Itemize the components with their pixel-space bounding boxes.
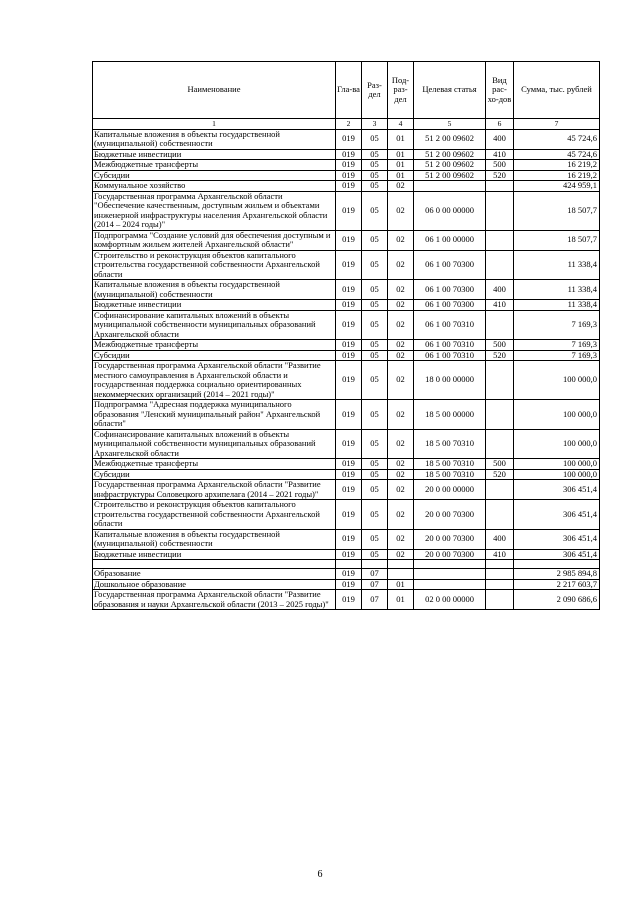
cell-subsection: 02 bbox=[388, 400, 414, 430]
cell-chapter: 019 bbox=[336, 181, 362, 192]
page-number: 6 bbox=[317, 869, 323, 880]
cell-subsection: 01 bbox=[388, 149, 414, 160]
table-row bbox=[93, 569, 600, 580]
cell-name: Бюджетные инвестиции bbox=[93, 149, 336, 160]
cell-subsection: 01 bbox=[388, 590, 414, 610]
cell-name: Субсидии bbox=[93, 170, 336, 181]
cell-target-article: 20 0 00 70300 bbox=[414, 500, 486, 530]
table-row bbox=[93, 300, 600, 311]
cell-name: Государственная программа Архангельской области "Развитие инфраструктуры Соловецкого архипелага (2014 – 2021 годы)" bbox=[93, 480, 336, 500]
cell-target-article: 51 2 00 09602 bbox=[414, 149, 486, 160]
cell-expense-type bbox=[486, 579, 514, 590]
cell-chapter: 019 bbox=[336, 529, 362, 549]
cell-sum: 100 000,0 bbox=[514, 429, 600, 459]
cell-target-article: 06 1 00 70310 bbox=[414, 340, 486, 351]
cell-target-article: 18 0 00 00000 bbox=[414, 361, 486, 400]
cell-chapter: 019 bbox=[336, 469, 362, 480]
cell-subsection bbox=[388, 560, 414, 569]
cell-chapter: 019 bbox=[336, 579, 362, 590]
column-number: 5 bbox=[414, 119, 486, 130]
table-row bbox=[93, 149, 600, 160]
cell-sum: 100 000,0 bbox=[514, 361, 600, 400]
cell-section: 05 bbox=[362, 300, 388, 311]
cell-expense-type bbox=[486, 191, 514, 230]
cell-target-article: 18 5 00 00000 bbox=[414, 400, 486, 430]
table-row bbox=[93, 549, 600, 560]
cell-section: 05 bbox=[362, 310, 388, 340]
cell-target-article bbox=[414, 569, 486, 580]
table-row bbox=[93, 590, 600, 610]
cell-target-article: 18 5 00 70310 bbox=[414, 469, 486, 480]
table-row bbox=[93, 469, 600, 480]
cell-sum: 11 338,4 bbox=[514, 280, 600, 300]
cell-sum: 11 338,4 bbox=[514, 300, 600, 311]
cell-target-article bbox=[414, 579, 486, 590]
cell-target-article: 06 1 00 70300 bbox=[414, 250, 486, 280]
cell-subsection: 02 bbox=[388, 361, 414, 400]
column-number: 6 bbox=[486, 119, 514, 130]
cell-chapter: 019 bbox=[336, 160, 362, 171]
cell-target-article: 51 2 00 09602 bbox=[414, 170, 486, 181]
cell-target-article: 20 0 00 00000 bbox=[414, 480, 486, 500]
cell-expense-type: 520 bbox=[486, 170, 514, 181]
cell-chapter: 019 bbox=[336, 590, 362, 610]
cell-chapter: 019 bbox=[336, 170, 362, 181]
cell-subsection: 01 bbox=[388, 170, 414, 181]
cell-expense-type bbox=[486, 429, 514, 459]
cell-name: Строительство и реконструкция объектов капитального строительства государственной собственности Архангельской области bbox=[93, 500, 336, 530]
cell-name: Государственная программа Архангельской области "Обеспечение качественным, доступным жильем и объектами инженерной инфраструктуры населения Архангельской области (2014 – 2024 годы)" bbox=[93, 191, 336, 230]
cell-expense-type: 400 bbox=[486, 529, 514, 549]
table-row bbox=[93, 129, 600, 149]
cell-expense-type: 410 bbox=[486, 300, 514, 311]
cell-expense-type bbox=[486, 560, 514, 569]
cell-chapter: 019 bbox=[336, 400, 362, 430]
cell-target-article: 06 1 00 00000 bbox=[414, 230, 486, 250]
header-name: Наименование bbox=[93, 62, 336, 119]
cell-subsection: 01 bbox=[388, 129, 414, 149]
table-row bbox=[93, 579, 600, 590]
cell-target-article: 20 0 00 70300 bbox=[414, 529, 486, 549]
cell-expense-type: 410 bbox=[486, 549, 514, 560]
cell-section: 05 bbox=[362, 429, 388, 459]
cell-section: 05 bbox=[362, 129, 388, 149]
cell-sum: 16 219,2 bbox=[514, 160, 600, 171]
cell-expense-type bbox=[486, 310, 514, 340]
cell-name: Капитальные вложения в объекты государственной (муниципальной) собственности bbox=[93, 280, 336, 300]
cell-sum: 424 959,1 bbox=[514, 181, 600, 192]
cell-subsection: 02 bbox=[388, 280, 414, 300]
cell-subsection: 02 bbox=[388, 480, 414, 500]
cell-name: Подпрограмма "Адресная поддержка муниципального образования "Ленский муниципальный район" Архангельской области" bbox=[93, 400, 336, 430]
cell-name: Дошкольное образование bbox=[93, 579, 336, 590]
cell-sum: 18 507,7 bbox=[514, 230, 600, 250]
cell-target-article: 02 0 00 00000 bbox=[414, 590, 486, 610]
cell-expense-type: 500 bbox=[486, 459, 514, 470]
cell-sum: 306 451,4 bbox=[514, 480, 600, 500]
cell-name: Бюджетные инвестиции bbox=[93, 300, 336, 311]
cell-chapter: 019 bbox=[336, 250, 362, 280]
cell-subsection: 02 bbox=[388, 340, 414, 351]
cell-target-article: 18 5 00 70310 bbox=[414, 459, 486, 470]
cell-subsection: 02 bbox=[388, 469, 414, 480]
cell-section: 05 bbox=[362, 549, 388, 560]
cell-sum: 2 090 686,6 bbox=[514, 590, 600, 610]
cell-chapter: 019 bbox=[336, 361, 362, 400]
cell-expense-type bbox=[486, 480, 514, 500]
cell-chapter: 019 bbox=[336, 429, 362, 459]
cell-sum: 100 000,0 bbox=[514, 469, 600, 480]
cell-subsection: 02 bbox=[388, 230, 414, 250]
cell-name: Бюджетные инвестиции bbox=[93, 549, 336, 560]
cell-chapter: 019 bbox=[336, 300, 362, 311]
cell-subsection: 02 bbox=[388, 429, 414, 459]
header-sum: Сумма, тыс. рублей bbox=[514, 62, 600, 119]
cell-name: Межбюджетные трансферты bbox=[93, 459, 336, 470]
cell-section: 05 bbox=[362, 149, 388, 160]
column-numbers-row bbox=[93, 119, 600, 130]
cell-sum bbox=[514, 560, 600, 569]
cell-subsection: 02 bbox=[388, 459, 414, 470]
cell-expense-type bbox=[486, 569, 514, 580]
cell-target-article bbox=[414, 181, 486, 192]
header-subsection: Под-раз-дел bbox=[388, 62, 414, 119]
cell-expense-type: 500 bbox=[486, 340, 514, 351]
cell-expense-type bbox=[486, 361, 514, 400]
table-row bbox=[93, 250, 600, 280]
cell-sum: 2 985 894,8 bbox=[514, 569, 600, 580]
cell-sum: 7 169,3 bbox=[514, 310, 600, 340]
cell-name: Межбюджетные трансферты bbox=[93, 160, 336, 171]
cell-name: Субсидии bbox=[93, 350, 336, 361]
cell-chapter: 019 bbox=[336, 129, 362, 149]
cell-subsection: 01 bbox=[388, 160, 414, 171]
cell-section: 05 bbox=[362, 191, 388, 230]
cell-subsection bbox=[388, 569, 414, 580]
cell-chapter: 019 bbox=[336, 280, 362, 300]
cell-section: 05 bbox=[362, 469, 388, 480]
cell-expense-type: 520 bbox=[486, 469, 514, 480]
cell-section: 07 bbox=[362, 579, 388, 590]
column-number: 2 bbox=[336, 119, 362, 130]
cell-section: 05 bbox=[362, 170, 388, 181]
cell-section: 05 bbox=[362, 459, 388, 470]
cell-chapter: 019 bbox=[336, 310, 362, 340]
cell-chapter: 019 bbox=[336, 350, 362, 361]
cell-subsection: 01 bbox=[388, 579, 414, 590]
cell-target-article: 06 1 00 70300 bbox=[414, 280, 486, 300]
column-number: 7 bbox=[514, 119, 600, 130]
table-row bbox=[93, 181, 600, 192]
cell-chapter: 019 bbox=[336, 459, 362, 470]
cell-subsection: 02 bbox=[388, 181, 414, 192]
table-row bbox=[93, 170, 600, 181]
cell-target-article: 06 0 00 00000 bbox=[414, 191, 486, 230]
cell-subsection: 02 bbox=[388, 500, 414, 530]
cell-target-article: 06 1 00 70310 bbox=[414, 350, 486, 361]
cell-name: Капитальные вложения в объекты государственной (муниципальной) собственности bbox=[93, 129, 336, 149]
cell-expense-type bbox=[486, 230, 514, 250]
cell-subsection: 02 bbox=[388, 191, 414, 230]
cell-section: 05 bbox=[362, 400, 388, 430]
table-row bbox=[93, 160, 600, 171]
cell-section: 07 bbox=[362, 569, 388, 580]
cell-name: Строительство и реконструкция объектов капитального строительства государственной собственности Архангельской области bbox=[93, 250, 336, 280]
cell-chapter: 019 bbox=[336, 549, 362, 560]
table-row bbox=[93, 361, 600, 400]
column-number: 4 bbox=[388, 119, 414, 130]
cell-sum: 7 169,3 bbox=[514, 350, 600, 361]
cell-name: Государственная программа Архангельской области "Развитие местного самоуправления в Архангельской области и государственная поддержка социально ориентированных некоммерческих организаций (2014 – 2021 годы)" bbox=[93, 361, 336, 400]
cell-expense-type bbox=[486, 400, 514, 430]
header-section: Раз-дел bbox=[362, 62, 388, 119]
cell-section: 05 bbox=[362, 230, 388, 250]
cell-sum: 16 219,2 bbox=[514, 170, 600, 181]
cell-section: 05 bbox=[362, 480, 388, 500]
cell-sum: 100 000,0 bbox=[514, 400, 600, 430]
cell-sum: 11 338,4 bbox=[514, 250, 600, 280]
header-expense-type: Вид рас-хо-дов bbox=[486, 62, 514, 119]
cell-chapter: 019 bbox=[336, 340, 362, 351]
cell-expense-type: 400 bbox=[486, 280, 514, 300]
cell-expense-type: 500 bbox=[486, 160, 514, 171]
cell-target-article: 18 5 00 70310 bbox=[414, 429, 486, 459]
budget-table bbox=[92, 61, 600, 610]
cell-name: Коммунальное хозяйство bbox=[93, 181, 336, 192]
cell-subsection: 02 bbox=[388, 300, 414, 311]
cell-chapter: 019 bbox=[336, 500, 362, 530]
cell-expense-type bbox=[486, 181, 514, 192]
table-row bbox=[93, 500, 600, 530]
cell-name: Образование bbox=[93, 569, 336, 580]
header-target-article: Целевая статья bbox=[414, 62, 486, 119]
cell-target-article: 06 1 00 70300 bbox=[414, 300, 486, 311]
cell-name: Подпрограмма "Создание условий для обеспечения доступным и комфортным жильем жителей Архангельской области" bbox=[93, 230, 336, 250]
cell-subsection: 02 bbox=[388, 350, 414, 361]
cell-subsection: 02 bbox=[388, 310, 414, 340]
cell-subsection: 02 bbox=[388, 549, 414, 560]
cell-name: Межбюджетные трансферты bbox=[93, 340, 336, 351]
cell-expense-type bbox=[486, 500, 514, 530]
cell-expense-type: 400 bbox=[486, 129, 514, 149]
table-row bbox=[93, 459, 600, 470]
cell-chapter: 019 bbox=[336, 480, 362, 500]
cell-name: Государственная программа Архангельской области "Развитие образования и науки Архангельской области (2013 – 2025 годы)" bbox=[93, 590, 336, 610]
header-chapter: Гла-ва bbox=[336, 62, 362, 119]
cell-sum: 45 724,6 bbox=[514, 129, 600, 149]
cell-sum: 100 000,0 bbox=[514, 459, 600, 470]
cell-sum: 18 507,7 bbox=[514, 191, 600, 230]
column-number: 3 bbox=[362, 119, 388, 130]
cell-target-article: 20 0 00 70300 bbox=[414, 549, 486, 560]
cell-section: 05 bbox=[362, 500, 388, 530]
table-row bbox=[93, 480, 600, 500]
table-row bbox=[93, 560, 600, 569]
cell-section: 05 bbox=[362, 361, 388, 400]
cell-section: 05 bbox=[362, 529, 388, 549]
cell-chapter bbox=[336, 560, 362, 569]
cell-section: 05 bbox=[362, 350, 388, 361]
cell-sum: 306 451,4 bbox=[514, 500, 600, 530]
cell-target-article: 51 2 00 09602 bbox=[414, 160, 486, 171]
table-row bbox=[93, 429, 600, 459]
cell-section: 05 bbox=[362, 340, 388, 351]
table-row bbox=[93, 400, 600, 430]
cell-sum: 2 217 603,7 bbox=[514, 579, 600, 590]
cell-expense-type: 410 bbox=[486, 149, 514, 160]
cell-section: 05 bbox=[362, 250, 388, 280]
cell-chapter: 019 bbox=[336, 191, 362, 230]
cell-subsection: 02 bbox=[388, 250, 414, 280]
table-header bbox=[93, 62, 600, 119]
cell-sum: 45 724,6 bbox=[514, 149, 600, 160]
cell-name: Субсидии bbox=[93, 469, 336, 480]
cell-expense-type bbox=[486, 250, 514, 280]
cell-chapter: 019 bbox=[336, 230, 362, 250]
cell-name: Софинансирование капитальных вложений в объекты муниципальной собственности муниципальных образований Архангельской области bbox=[93, 310, 336, 340]
table-row bbox=[93, 230, 600, 250]
cell-name: Капитальные вложения в объекты государственной (муниципальной) собственности bbox=[93, 529, 336, 549]
cell-chapter: 019 bbox=[336, 149, 362, 160]
table-row bbox=[93, 280, 600, 300]
cell-sum: 306 451,4 bbox=[514, 549, 600, 560]
cell-name bbox=[93, 560, 336, 569]
cell-section: 05 bbox=[362, 160, 388, 171]
cell-subsection: 02 bbox=[388, 529, 414, 549]
table-row bbox=[93, 310, 600, 340]
cell-sum: 306 451,4 bbox=[514, 529, 600, 549]
table-row bbox=[93, 529, 600, 549]
cell-sum: 7 169,3 bbox=[514, 340, 600, 351]
cell-target-article: 06 1 00 70310 bbox=[414, 310, 486, 340]
cell-section: 05 bbox=[362, 280, 388, 300]
table-row bbox=[93, 191, 600, 230]
cell-section: 07 bbox=[362, 590, 388, 610]
cell-chapter: 019 bbox=[336, 569, 362, 580]
cell-target-article bbox=[414, 560, 486, 569]
cell-section: 05 bbox=[362, 181, 388, 192]
column-number: 1 bbox=[93, 119, 336, 130]
table-row bbox=[93, 340, 600, 351]
cell-name: Софинансирование капитальных вложений в объекты муниципальной собственности муниципальных образований Архангельской области bbox=[93, 429, 336, 459]
table-row bbox=[93, 350, 600, 361]
cell-expense-type: 520 bbox=[486, 350, 514, 361]
cell-section bbox=[362, 560, 388, 569]
cell-expense-type bbox=[486, 590, 514, 610]
cell-target-article: 51 2 00 09602 bbox=[414, 129, 486, 149]
